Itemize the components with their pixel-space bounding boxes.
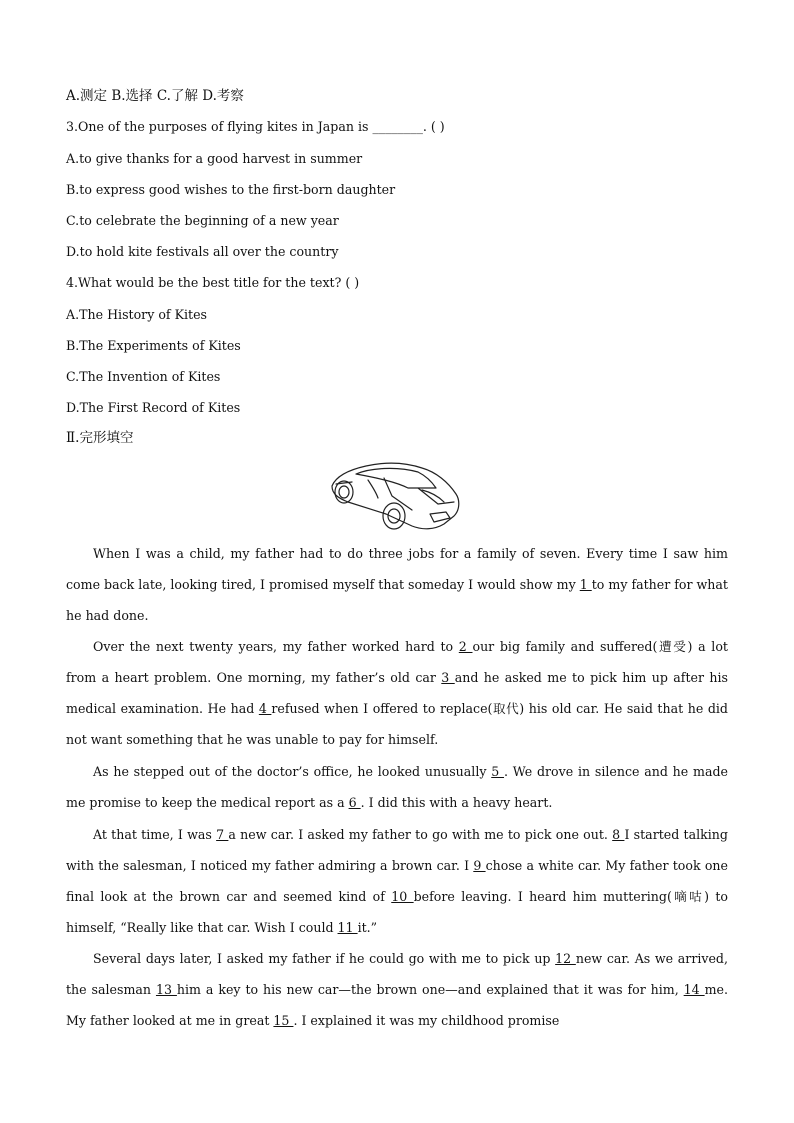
blank-13: 13: [155, 982, 177, 997]
blank-15: 15: [273, 1013, 294, 1028]
text: . I explained it was my childhood promise: [293, 1013, 560, 1028]
text: At that time, I was: [93, 827, 217, 842]
section-title: Ⅱ.完形填空: [66, 430, 134, 446]
text: Several days later, I asked my father if he could go with me to pick up: [93, 951, 556, 966]
blank-1: 1: [579, 577, 592, 592]
blank-5: 5: [491, 764, 505, 779]
q3-option-a: A.to give thanks for a good harvest in summer: [66, 151, 363, 166]
text: me. My father looked at me in great: [66, 982, 729, 1028]
text: him a key to his new car—the brown one—and explained that it was for him,: [176, 982, 684, 997]
text: Over the next twenty years, my father worked hard to: [93, 639, 459, 654]
blank-10: 10: [391, 889, 414, 904]
q4-option-d: D.The First Record of Kites: [66, 400, 241, 415]
passage-paragraph-1: [66, 538, 728, 631]
question-4: 4.What would be the best title for the text? ( ): [66, 275, 360, 290]
q4-option-c: C.The Invention of Kites: [66, 369, 221, 384]
q3-option-c: C.to celebrate the beginning of a new year: [66, 213, 339, 228]
text: refused when I offered to replace(取代) his old car. He said that he did not want something that he was unable to pay for himself.: [66, 701, 728, 747]
passage-paragraph-5: [66, 943, 728, 1036]
q3-tail: . ( ): [422, 119, 445, 134]
blank-8: 8: [612, 827, 625, 842]
text: . I did this with a heavy heart.: [360, 795, 553, 810]
text: a new car. I asked my father to go with me to pick one out.: [228, 827, 613, 842]
text: chose a white car. My father took one final look at the brown car and seemed kind of: [66, 858, 728, 904]
text: new car. As we arrived, the salesman: [66, 951, 728, 997]
blank-3: 3: [441, 670, 455, 685]
text: before leaving. I heard him muttering(嘀咕) to himself, “Really like that car. Wish I could: [66, 889, 728, 935]
q4-option-a: A.The History of Kites: [66, 307, 207, 322]
passage-paragraph-4: [66, 819, 728, 943]
text: and he asked me to pick him up after his medical examination. He had: [66, 670, 728, 716]
passage-paragraph-2: [66, 631, 728, 755]
q3-option-d: D.to hold kite festivals all over the country: [66, 244, 339, 259]
car-illustration: [326, 452, 466, 536]
blank-12: 12: [555, 951, 576, 966]
question-3: [66, 119, 445, 135]
q4-option-b: B.The Experiments of Kites: [66, 338, 241, 353]
text: As he stepped out of the doctor’s office, he looked unusually: [93, 764, 492, 779]
text: our big family and suffered(遭受) a lot from a heart problem. One morning, my father’s old car: [66, 639, 728, 685]
blank-14: 14: [683, 982, 705, 997]
blank-9: 9: [473, 858, 486, 873]
q3-blank: ________: [372, 119, 423, 134]
text: . We drove in silence and he made me promise to keep the medical report as a: [66, 764, 728, 810]
blank-2: 2: [458, 639, 473, 654]
q3-option-b: B.to express good wishes to the first-born daughter: [66, 182, 396, 197]
text: When I was a child, my father had to do three jobs for a family of seven. Every time I saw him come back late, looking tired, I promised myself that someday I would show my: [66, 546, 728, 592]
text: it.”: [357, 920, 378, 935]
passage-paragraph-3: [66, 756, 728, 818]
blank-7: 7: [216, 827, 229, 842]
text: to my father for what he had done.: [66, 577, 728, 623]
blank-4: 4: [258, 701, 272, 716]
blank-11: 11: [337, 920, 358, 935]
blank-6: 6: [348, 795, 361, 810]
q3-stem: 3.One of the purposes of flying kites in Japan is: [66, 119, 373, 134]
q2-options: A.测定 B.选择 C.了解 D.考察: [66, 88, 244, 104]
text: I started talking with the salesman, I noticed my father admiring a brown car. I: [66, 827, 728, 873]
